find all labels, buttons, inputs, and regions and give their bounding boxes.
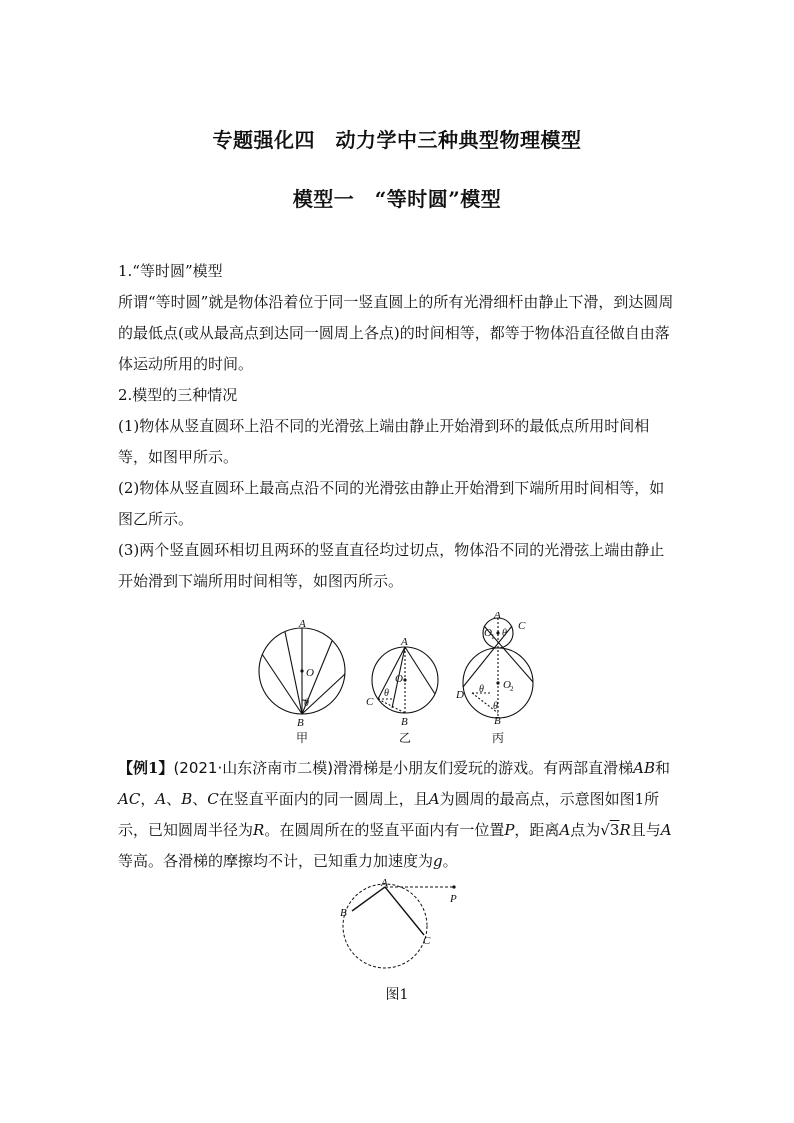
label-b-yi: B — [401, 716, 408, 728]
example-text-part: 。在圆周所在的竖直平面内有一位置 — [264, 821, 505, 839]
example-text-part: 、 — [192, 790, 208, 808]
caption-yi: 乙 — [399, 731, 412, 745]
figure-1 — [330, 878, 470, 978]
section-2-heading: 2.模型的三种情况 — [118, 386, 238, 404]
example-text-part: 在竖直平面内的同一圆周上，且 — [218, 790, 429, 808]
label-a-jia: A — [299, 618, 306, 630]
section-1-body: 所谓“等时圆”就是物体沿着位于同一竖直圆上的所有光滑细杆由静止下滑，到达圆周的最低点(或从最高点到达同一圆周上各点)的时间相等，都等于物体沿直径做自由落体运动所用的时间。 — [118, 293, 674, 373]
slide-ab — [352, 887, 385, 911]
page-title: 专题强化四 动力学中三种典型物理模型 — [212, 128, 582, 152]
label-theta-jia: θ — [304, 698, 309, 709]
label-d-bing: D — [456, 689, 464, 701]
var-a: A — [428, 790, 440, 808]
label-b-fig1: B — [340, 907, 347, 919]
example-text-part: 为圆周的最高点，示意图如图1所示，已知圆周半径为 — [118, 790, 660, 839]
var-a: A — [155, 790, 167, 808]
example-text-part: ， — [140, 790, 156, 808]
label-a-bing: A — [494, 612, 501, 621]
var-r: R — [253, 821, 265, 839]
label-o1-bing: O — [484, 627, 492, 639]
label-theta-bing-bottom: θ — [479, 684, 484, 695]
label-o-jia: O — [306, 667, 314, 679]
label-p-fig1: P — [450, 893, 457, 905]
example-text-part: 且与 — [630, 821, 661, 839]
label-theta-yi: θ — [384, 688, 389, 699]
var-a: A — [660, 821, 672, 839]
example-1-text — [118, 753, 678, 877]
label-c-yi: C — [366, 696, 374, 708]
var-p: P — [504, 821, 515, 839]
var-b: B — [181, 790, 193, 808]
circle-fig1 — [343, 884, 427, 968]
case-2-text: (2)物体从竖直圆环上最高点沿不同的光滑弦由静止开始滑到下端所用时间相等，如图乙所示。 — [118, 479, 665, 528]
caption-jia: 甲 — [296, 731, 309, 745]
label-b-jia: B — [297, 717, 304, 729]
label-b-bing: B — [494, 715, 501, 727]
label-o1-sub: 1 — [491, 633, 495, 641]
example-source: (2021·山东济南市二模) — [173, 759, 334, 777]
example-label: 【例1】 — [118, 759, 174, 777]
figure-three-cases — [250, 612, 550, 747]
section-title: 模型一 “等时圆”模型 — [292, 187, 502, 211]
label-o-yi: O — [395, 673, 403, 685]
label-c-fig1: C — [423, 935, 431, 947]
case-1-text: (1)物体从竖直圆环上沿不同的光滑弦上端由静止开始滑到环的最低点所用时间相等，如图甲所示。 — [118, 417, 650, 466]
label-o2-sub: 2 — [510, 685, 514, 693]
var-ab: AB — [633, 759, 655, 777]
section-1-heading: 1.“等时圆”模型 — [118, 262, 223, 280]
case-3-text: (3)两个竖直圆环相切且两环的竖直直径均过切点，物体沿不同的光滑弦上端由静止开始滑到下端所用时间相等，如图丙所示。 — [118, 541, 665, 590]
label-o2-bing: O — [503, 679, 511, 691]
example-text-part: 。 — [442, 852, 458, 870]
caption-bing: 丙 — [492, 731, 505, 745]
example-text-part: 、 — [166, 790, 182, 808]
label-a-yi: A — [401, 636, 408, 648]
label-a-fig1: A — [381, 878, 388, 889]
figure-1-caption: 图1 — [385, 987, 409, 1003]
var-g: g — [433, 852, 443, 870]
var-c: C — [207, 790, 219, 808]
label-theta-bing-lower: θ — [493, 701, 498, 712]
example-text-part: 点为 — [570, 821, 601, 839]
sqrt-symbol: √3 — [600, 821, 620, 839]
label-theta-bing-top: θ — [502, 628, 507, 639]
example-text-part: 和 — [654, 759, 670, 777]
example-text-part: ，距离 — [514, 821, 560, 839]
var-ac: AC — [118, 790, 141, 808]
example-text-part: 滑滑梯是小朋友们爱玩的游戏。有两部直滑梯 — [333, 759, 634, 777]
slide-ac — [385, 887, 424, 935]
label-c-bing: C — [518, 620, 526, 632]
sqrt-radicand: 3 — [609, 821, 620, 839]
example-text-part: 等高。各滑梯的摩擦均不计，已知重力加速度为 — [118, 852, 434, 870]
var-a: A — [559, 821, 571, 839]
var-r: R — [619, 821, 631, 839]
